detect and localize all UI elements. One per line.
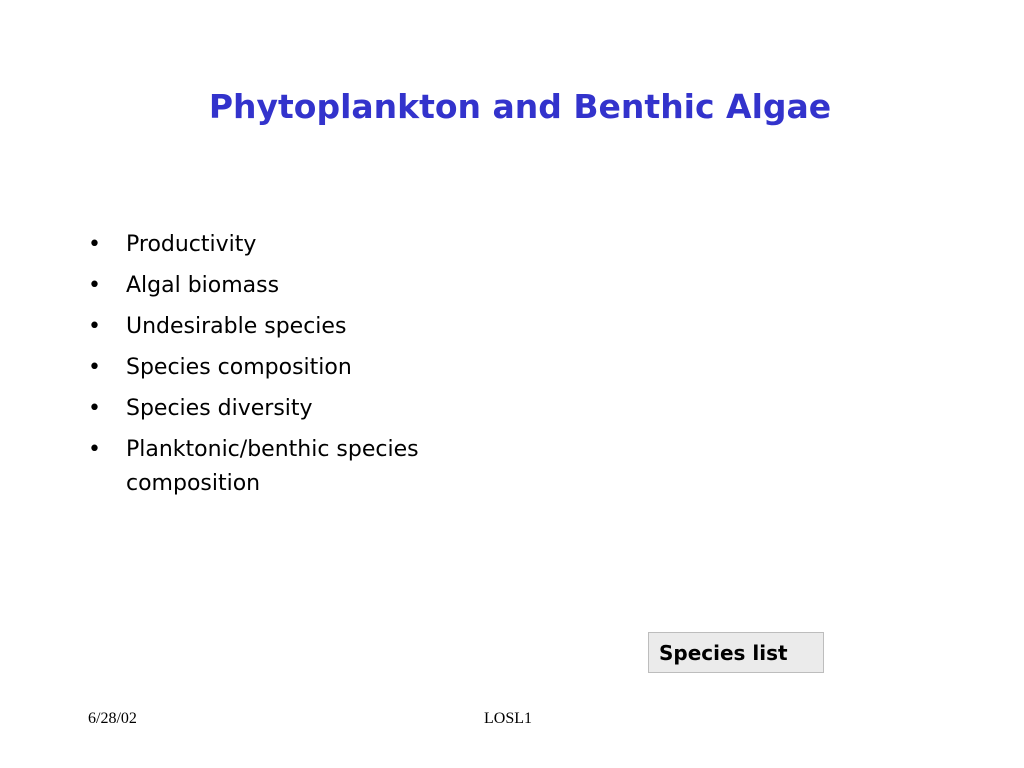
bullet-item [88, 228, 508, 262]
slide-title: Phytoplankton and Benthic Algae [208, 87, 832, 126]
bullet-dot: • [88, 437, 101, 462]
bullet-item [88, 351, 508, 385]
footer-slide-id: LOSL1 [484, 710, 532, 727]
bullet-item [88, 269, 508, 303]
bullet-dot: • [88, 273, 101, 298]
bullet-dot: • [88, 314, 101, 339]
bullet-text: Algal biomass [126, 273, 280, 298]
bullet-text: Undesirable species [126, 314, 347, 339]
bullet-text: Productivity [126, 232, 257, 257]
bullet-list [88, 228, 508, 508]
bullet-dot: • [88, 355, 101, 380]
bullet-text: Species composition [126, 355, 352, 380]
bullet-item [88, 392, 508, 426]
bullet-text: Planktonic/benthic species composition [126, 437, 419, 496]
bullet-dot: • [88, 232, 101, 257]
species-list-button[interactable]: Species list [648, 632, 824, 673]
bullet-item [88, 433, 508, 501]
bullet-item [88, 310, 508, 344]
bullet-text: Species diversity [126, 396, 313, 421]
footer-date: 6/28/02 [88, 710, 137, 727]
bullet-dot: • [88, 396, 101, 421]
